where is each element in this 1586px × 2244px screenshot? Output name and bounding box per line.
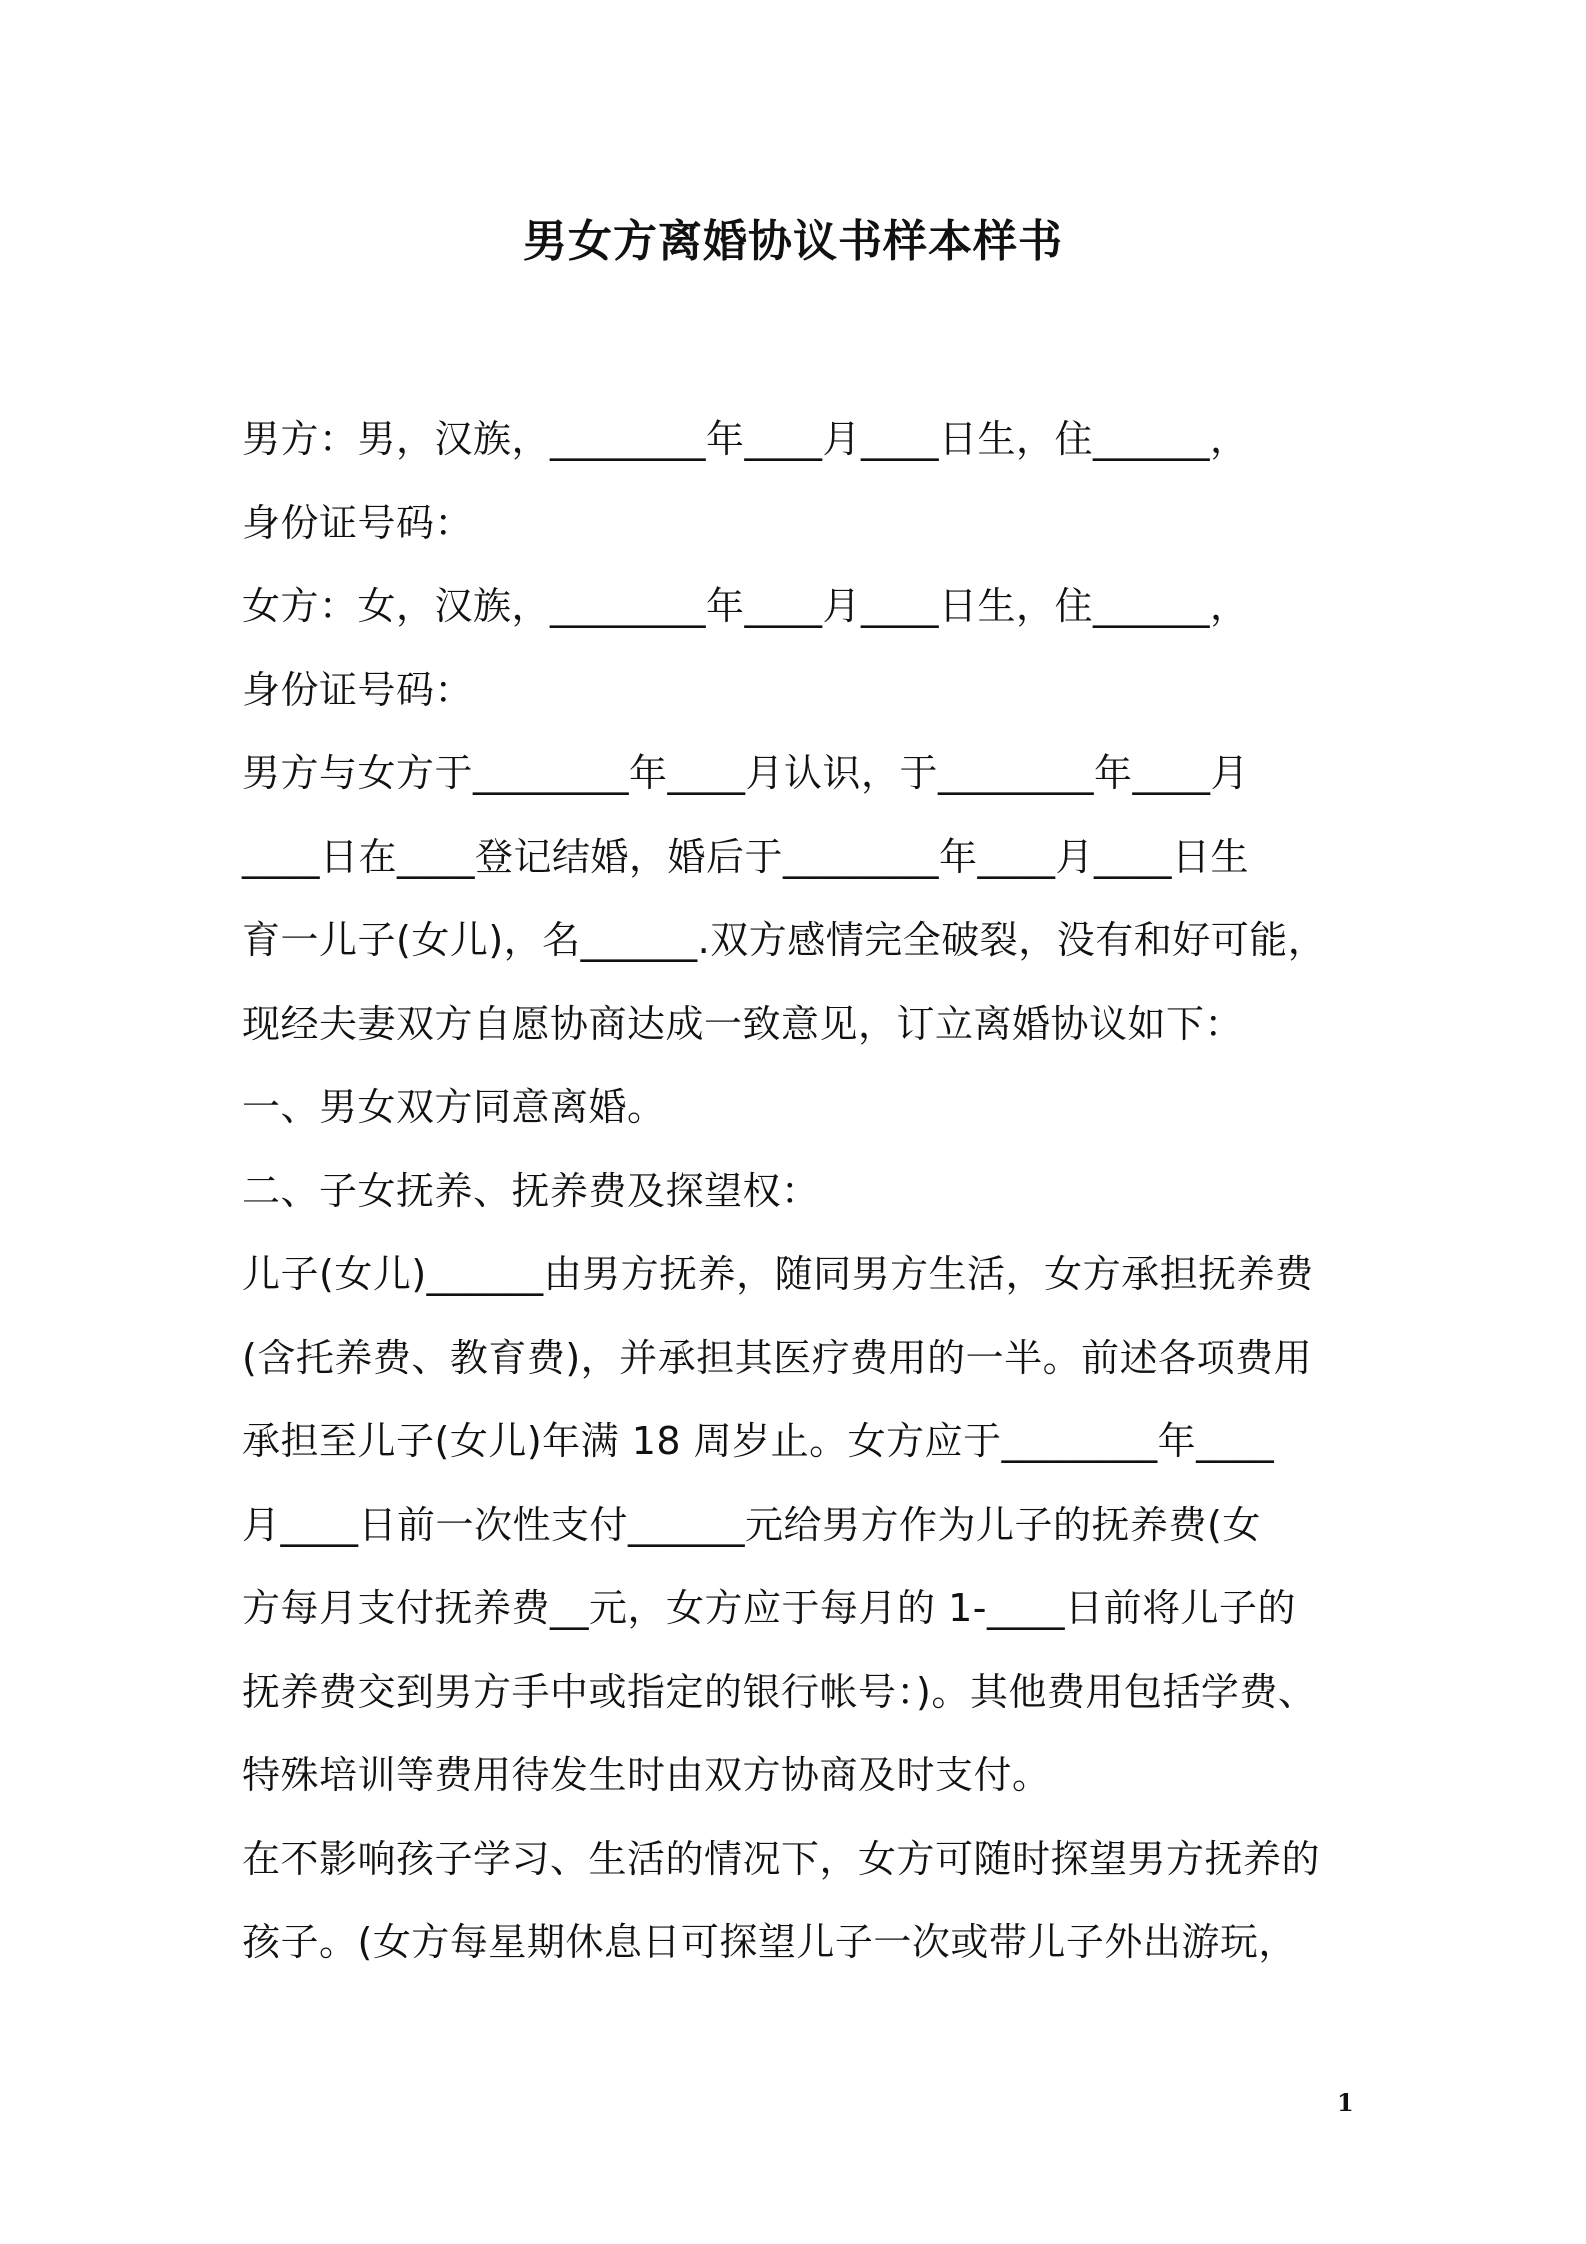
- document-title: 男女方离婚协议书样本样书: [523, 216, 1063, 267]
- body-line-6: ____日在____登记结婚，婚后于________年____月____日生: [242, 834, 1250, 879]
- body-line-3: 女方：女，汉族，________年____月____日生，住______，: [242, 584, 1249, 628]
- body-line-8: 现经夫妻双方自愿协商达成一致意见，订立离婚协议如下：: [242, 1001, 1244, 1046]
- body-line-9: 一、男女双方同意离婚。: [242, 1085, 666, 1129]
- page-number: 1: [1337, 2088, 1354, 2117]
- body-line-12: (含托养费、教育费)，并承担其医疗费用的一半。前述各项费用: [242, 1335, 1313, 1380]
- body-line-15: 方每月支付抚养费__元，女方应于每月的 1-____日前将儿子的: [242, 1586, 1296, 1630]
- document-body: [242, 398, 1362, 1985]
- body-line-17: 特殊培训等费用待发生时由双方协商及时支付。: [242, 1753, 1051, 1797]
- body-line-11: 儿子(女儿)______由男方抚养，随同男方生活，女方承担抚养费: [242, 1252, 1314, 1296]
- body-line-14: 月____日前一次性支付______元给男方作为儿子的抚养费(女: [242, 1502, 1261, 1547]
- body-line-1: 男方：男，汉族，________年____月____日生，住______，: [242, 417, 1249, 461]
- body-line-7: 育一儿子(女儿)，名______.双方感情完全破裂，没有和好可能，: [242, 918, 1327, 962]
- body-line-16: 抚养费交到男方手中或指定的银行帐号：)。其他费用包括学费、: [242, 1669, 1317, 1714]
- body-line-2: 身份证号码：: [242, 500, 474, 545]
- body-line-10: 二、子女抚养、抚养费及探望权：: [242, 1168, 820, 1213]
- body-line-13: 承担至儿子(女儿)年满 18 周岁止。女方应于________年____: [242, 1419, 1275, 1463]
- body-line-18: 在不影响孩子学习、生活的情况下，女方可随时探望男方抚养的: [242, 1836, 1321, 1881]
- body-line-4: 身份证号码：: [242, 667, 474, 712]
- body-line-19: 孩子。(女方每星期休息日可探望儿子一次或带儿子外出游玩，: [242, 1920, 1297, 1964]
- body-line-5: 男方与女方于________年____月认识，于________年____月: [242, 751, 1250, 795]
